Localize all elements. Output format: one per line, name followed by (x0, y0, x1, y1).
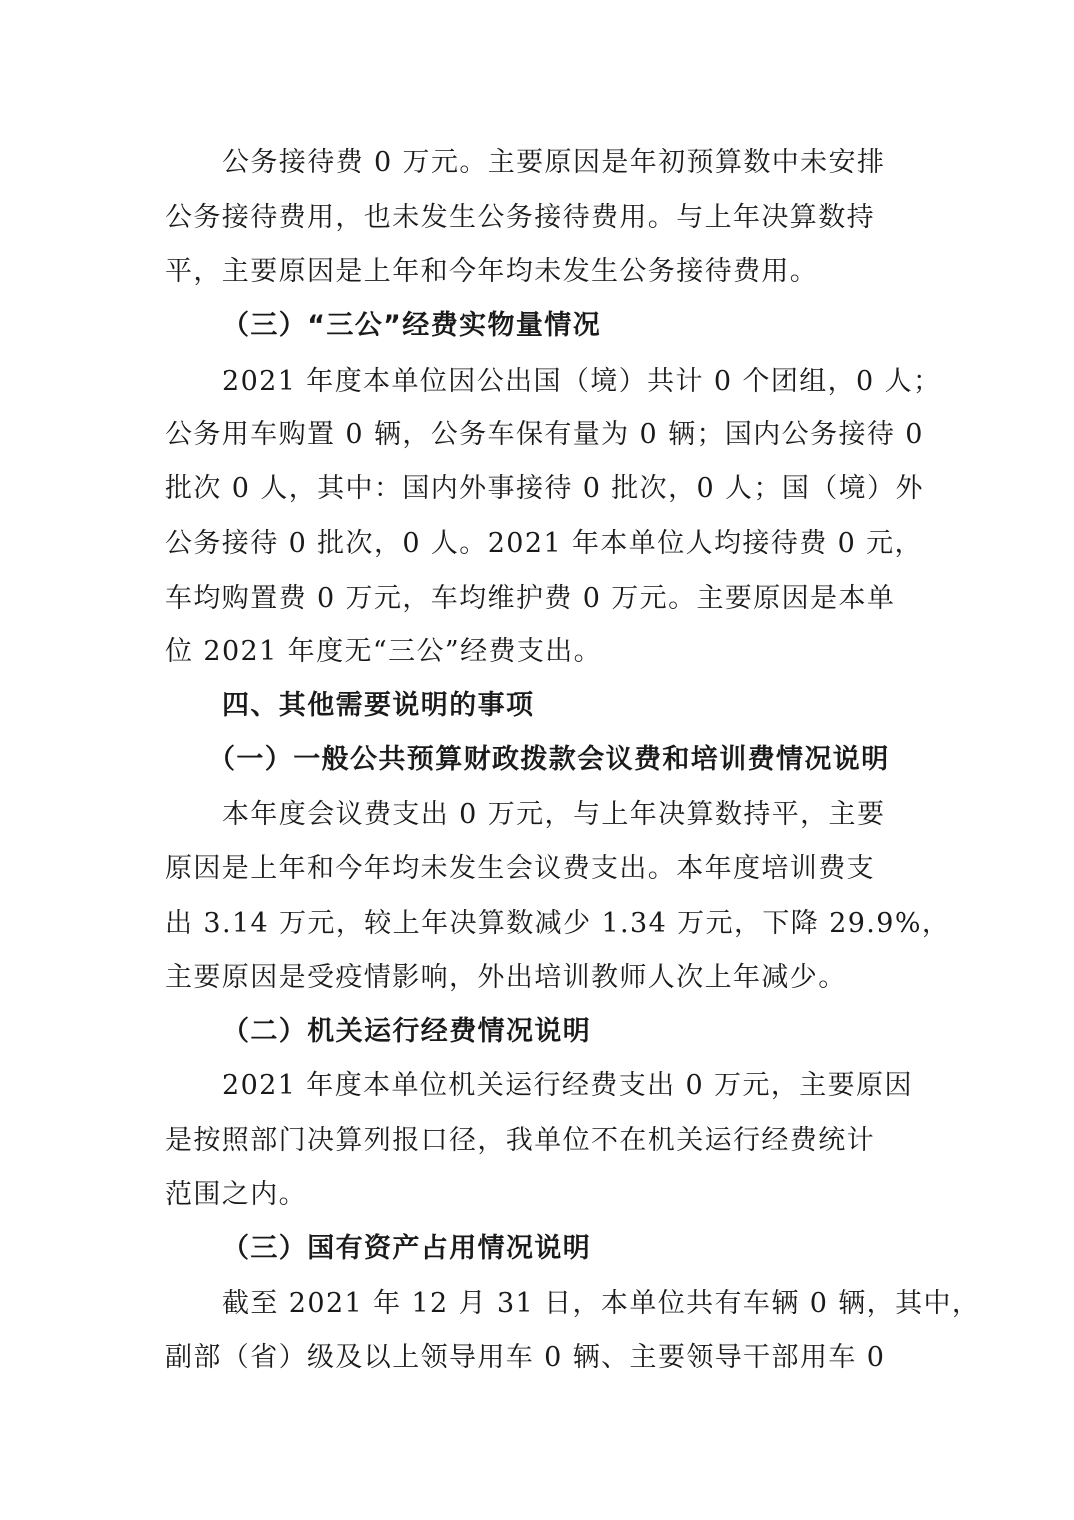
paragraph-line: 位 2021 年度无“三公”经费支出。 (165, 636, 603, 667)
paragraph-line: 本年度会议费支出 0 万元，与上年决算数持平，主要 (222, 799, 886, 830)
paragraph-line: 是按照部门决算列报口径，我单位不在机关运行经费统计 (165, 1125, 875, 1156)
paragraph-line: 范围之内。 (165, 1179, 307, 1210)
subsection-heading: （三）国有资产占用情况说明 (222, 1233, 592, 1264)
section-heading: （三）“三公”经费实物量情况 (222, 310, 602, 341)
paragraph-line: 公务接待 0 批次，0 人。2021 年本单位人均接待费 0 元， (165, 528, 923, 559)
paragraph-line: 平，主要原因是上年和今年均未发生公务接待费用。 (165, 256, 819, 287)
paragraph-line: 原因是上年和今年均未发生会议费支出。本年度培训费支 (165, 853, 875, 884)
paragraph-line: 副部（省）级及以上领导用车 0 辆、主要领导干部用车 0 (165, 1342, 886, 1373)
paragraph-line: 主要原因是受疫情影响，外出培训教师人次上年减少。 (165, 962, 847, 993)
paragraph-line: 批次 0 人，其中：国内外事接待 0 批次，0 人；国（境）外 (165, 473, 924, 504)
paragraph-line: 公务接待费 0 万元。主要原因是年初预算数中未安排 (222, 147, 886, 178)
paragraph-line: 出 3.14 万元，较上年决算数减少 1.34 万元，下降 29.9%， (165, 908, 951, 939)
paragraph-line: 2021 年度本单位因公出国（境）共计 0 个团组，0 人； (222, 366, 942, 397)
paragraph-line: 公务接待费用，也未发生公务接待费用。与上年决算数持 (165, 202, 875, 233)
paragraph-line: 2021 年度本单位机关运行经费支出 0 万元，主要原因 (222, 1070, 913, 1101)
paragraph-line: 公务用车购置 0 辆，公务车保有量为 0 辆；国内公务接待 0 (165, 419, 924, 450)
paragraph-line: 车均购置费 0 万元，车均维护费 0 万元。主要原因是本单 (165, 583, 896, 614)
section-heading: 四、其他需要说明的事项 (222, 690, 535, 721)
subsection-heading: （二）机关运行经费情况说明 (222, 1016, 592, 1047)
paragraph-line: 截至 2021 年 12 月 31 日，本单位共有车辆 0 辆，其中， (222, 1288, 981, 1319)
subsection-heading: （一）一般公共预算财政拨款会议费和培训费情况说明 (208, 744, 890, 775)
